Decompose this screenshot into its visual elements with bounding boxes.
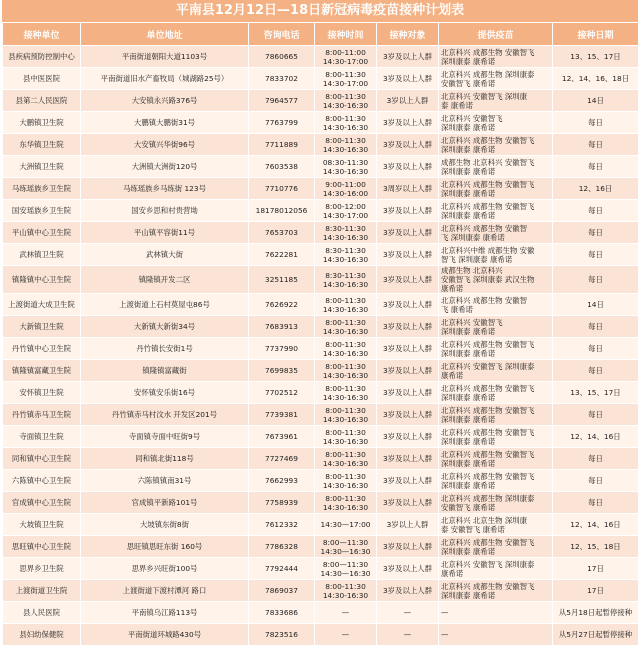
cell-time: 8:00-11:30 14:30-16:30 bbox=[315, 448, 377, 470]
cell-vaccines: 北京科兴 成都生物 安徽智飞 深圳康泰 康希诺 bbox=[439, 338, 553, 360]
table-row bbox=[3, 338, 639, 360]
cell-date: 17日 bbox=[553, 580, 639, 602]
cell-unit: 县疾病预防控制中心 bbox=[3, 46, 81, 68]
cell-target: — bbox=[377, 624, 439, 646]
cell-unit: 寺面镇卫生院 bbox=[3, 426, 81, 448]
cell-phone: 7964577 bbox=[249, 90, 315, 112]
cell-phone: 7683913 bbox=[249, 316, 315, 338]
cell-target: 3岁以上人群 bbox=[377, 514, 439, 536]
table-row bbox=[3, 558, 639, 580]
cell-date: 从5月18日起暂停接种 bbox=[553, 602, 639, 624]
table-row bbox=[3, 134, 639, 156]
cell-date: 13、15、17日 bbox=[553, 382, 639, 404]
cell-phone: 7673961 bbox=[249, 426, 315, 448]
cell-date: 每日 bbox=[553, 266, 639, 294]
cell-date: 每日 bbox=[553, 112, 639, 134]
cell-date: 12、14、16、18日 bbox=[553, 68, 639, 90]
cell-unit: 县妇幼保健院 bbox=[3, 624, 81, 646]
table-row bbox=[3, 266, 639, 294]
cell-target: 3岁及以上人群 bbox=[377, 156, 439, 178]
table-row bbox=[3, 46, 639, 68]
cell-target: 3岁及以上人群 bbox=[377, 244, 439, 266]
cell-vaccines: 北京科兴 成都生物 安徽智飞 深圳康泰 康希诺 bbox=[439, 536, 553, 558]
cell-phone: 7727469 bbox=[249, 448, 315, 470]
cell-time: 8:00-12:00 14:30-17:00 bbox=[315, 200, 377, 222]
cell-unit: 镇隆镇中心卫生院 bbox=[3, 266, 81, 294]
table-row bbox=[3, 178, 639, 200]
table-row bbox=[3, 222, 639, 244]
cell-unit: 平山镇中心卫生院 bbox=[3, 222, 81, 244]
cell-time: 8:00—11:30 14:30—16:30 bbox=[315, 558, 377, 580]
cell-target: 3岁及以上人群 bbox=[377, 266, 439, 294]
table-row bbox=[3, 514, 639, 536]
table-row bbox=[3, 90, 639, 112]
cell-unit: 上渡街道大成卫生院 bbox=[3, 294, 81, 316]
cell-date: 每日 bbox=[553, 200, 639, 222]
table-row bbox=[3, 112, 639, 134]
cell-phone: 7786328 bbox=[249, 536, 315, 558]
cell-time: 8:00-11:30 14:30-16:30 bbox=[315, 426, 377, 448]
cell-target: — bbox=[377, 602, 439, 624]
cell-unit: 大新镇卫生院 bbox=[3, 316, 81, 338]
cell-vaccines: 成都生物 北京科兴 安徽智飞 深圳康泰 康希诺 bbox=[439, 156, 553, 178]
cell-time: 8:00-11:30 14:30-16:30 bbox=[315, 492, 377, 514]
vaccination-schedule-table bbox=[2, 22, 639, 646]
cell-vaccines: 北京科兴 成都生物 安徽智 飞 康希诺 bbox=[439, 294, 553, 316]
cell-time: 8:00-11:30 14:30-16:30 bbox=[315, 112, 377, 134]
cell-target: 3岁及以上人群 bbox=[377, 46, 439, 68]
cell-vaccines: 北京科兴 成都生物 深圳康泰 安徽智飞 康希诺 bbox=[439, 68, 553, 90]
cell-date: 每日 bbox=[553, 244, 639, 266]
cell-phone: 18178012056 bbox=[249, 200, 315, 222]
cell-unit: 武林镇卫生院 bbox=[3, 244, 81, 266]
vaccination-plan-document bbox=[2, 0, 638, 646]
table-header-row bbox=[3, 23, 639, 46]
cell-unit: 国安瑶族乡卫生院 bbox=[3, 200, 81, 222]
cell-time: 08:30-11:30 14:30-16:30 bbox=[315, 156, 377, 178]
cell-target: 3岁及以上人群 bbox=[377, 338, 439, 360]
cell-phone: 7612332 bbox=[249, 514, 315, 536]
table-row bbox=[3, 382, 639, 404]
cell-vaccines: 北京科兴 安徽智飞 深圳康泰 康希诺 bbox=[439, 316, 553, 338]
cell-address: 同和镇北街118号 bbox=[81, 448, 249, 470]
table-row bbox=[3, 294, 639, 316]
cell-time: 8:00-11:30 14:30-16:30 bbox=[315, 404, 377, 426]
cell-vaccines: 北京科兴 成都生物 安徽智飞 深圳康泰 康希诺 bbox=[439, 46, 553, 68]
cell-address: 大安镇永兴路376号 bbox=[81, 90, 249, 112]
cell-target: 3岁及以上人群 bbox=[377, 404, 439, 426]
cell-unit: 同和镇中心卫生院 bbox=[3, 448, 81, 470]
column-header-address: 单位地址 bbox=[81, 23, 249, 46]
table-row bbox=[3, 244, 639, 266]
table-row bbox=[3, 200, 639, 222]
cell-unit: 镇隆镇富藏卫生院 bbox=[3, 360, 81, 382]
cell-phone: 7833686 bbox=[249, 602, 315, 624]
cell-unit: 县人民医院 bbox=[3, 602, 81, 624]
cell-date: 每日 bbox=[553, 156, 639, 178]
column-header-time: 接种时间 bbox=[315, 23, 377, 46]
cell-time: 8:00—11:30 14:30—16:30 bbox=[315, 536, 377, 558]
cell-date: 每日 bbox=[553, 338, 639, 360]
cell-unit: 县第二人民医院 bbox=[3, 90, 81, 112]
cell-address: 大鹏镇大鹏街31号 bbox=[81, 112, 249, 134]
cell-time: 14:30—17:00 bbox=[315, 514, 377, 536]
cell-target: 3岁及以上人群 bbox=[377, 536, 439, 558]
cell-date: 12、14、16日 bbox=[553, 514, 639, 536]
cell-time: 8:30-11:30 14:30-16:30 bbox=[315, 222, 377, 244]
cell-phone: 7860665 bbox=[249, 46, 315, 68]
column-header-phone: 咨询电话 bbox=[249, 23, 315, 46]
cell-address: 思旺镇思旺东街 160号 bbox=[81, 536, 249, 558]
column-header-vaccines: 提供疫苗 bbox=[439, 23, 553, 46]
cell-target: 3岁及以上人群 bbox=[377, 200, 439, 222]
cell-target: 3岁及以上人群 bbox=[377, 112, 439, 134]
table-row bbox=[3, 426, 639, 448]
cell-address: 丹竹镇长安街1号 bbox=[81, 338, 249, 360]
cell-unit: 大鹏镇卫生院 bbox=[3, 112, 81, 134]
cell-phone: 7699835 bbox=[249, 360, 315, 382]
cell-date: 每日 bbox=[553, 316, 639, 338]
cell-address: 平南街道朝阳大道1103号 bbox=[81, 46, 249, 68]
cell-date: 13、15、17日 bbox=[553, 46, 639, 68]
cell-target: 3岁及以上人群 bbox=[377, 68, 439, 90]
cell-phone: 7758939 bbox=[249, 492, 315, 514]
table-row bbox=[3, 68, 639, 90]
cell-target: 3岁及以上人群 bbox=[377, 558, 439, 580]
cell-unit: 马练瑶族乡卫生院 bbox=[3, 178, 81, 200]
table-row bbox=[3, 156, 639, 178]
cell-date: 12、16日 bbox=[553, 178, 639, 200]
table-row bbox=[3, 404, 639, 426]
cell-unit: 县中医医院 bbox=[3, 68, 81, 90]
table-row bbox=[3, 580, 639, 602]
table-row bbox=[3, 316, 639, 338]
cell-vaccines: — bbox=[439, 624, 553, 646]
cell-target: 3岁及以上人群 bbox=[377, 448, 439, 470]
cell-vaccines: 北京科兴 成都生物 深圳康泰 安徽智飞 康希诺 bbox=[439, 492, 553, 514]
cell-target: 3岁及以上人群 bbox=[377, 580, 439, 602]
cell-vaccines: 北京科兴 安徽智飞 深圳康泰 康希诺 bbox=[439, 112, 553, 134]
cell-address: 上渡街道下渡村潭河 路口 bbox=[81, 580, 249, 602]
cell-phone: 7711889 bbox=[249, 134, 315, 156]
cell-target: 3岁及以上人群 bbox=[377, 470, 439, 492]
cell-target: 3岁及以上人群 bbox=[377, 360, 439, 382]
cell-vaccines: 北京科兴 安徽智飞 深圳康泰 康希诺 bbox=[439, 360, 553, 382]
cell-address: 思界乡兴旺街100号 bbox=[81, 558, 249, 580]
cell-time: 8:00-11:30 14:30-16:30 bbox=[315, 382, 377, 404]
table-row bbox=[3, 536, 639, 558]
cell-vaccines: 北京科兴 成都生物 安徽智飞 深圳康泰 康希诺 bbox=[439, 448, 553, 470]
cell-vaccines: 北京科兴 成都生物 安徽智飞 深圳康泰 康希诺 bbox=[439, 580, 553, 602]
cell-unit: 思界乡卫生院 bbox=[3, 558, 81, 580]
cell-phone: 7792444 bbox=[249, 558, 315, 580]
cell-time: 8:30-11:30 14:30-16:30 bbox=[315, 266, 377, 294]
cell-target: 3岁及以上人群 bbox=[377, 294, 439, 316]
cell-target: 3岁及以上人群 bbox=[377, 492, 439, 514]
cell-time: 8:30-11:30 14:30-16:30 bbox=[315, 244, 377, 266]
cell-vaccines: 北京科兴 成都生物 安徽智飞 深圳康泰 康希诺 bbox=[439, 134, 553, 156]
table-body bbox=[3, 46, 639, 646]
cell-target: 3岁以上人群 bbox=[377, 90, 439, 112]
page-title: 平南县12月12日—18日新冠病毒疫苗接种计划表 bbox=[2, 0, 638, 22]
cell-unit: 丹竹镇中心卫生院 bbox=[3, 338, 81, 360]
column-header-unit: 接种单位 bbox=[3, 23, 81, 46]
cell-vaccines: 北京科兴 成都生物 安徽智 飞 深圳康泰 康希诺 bbox=[439, 222, 553, 244]
cell-address: 安怀镇安乐街16号 bbox=[81, 382, 249, 404]
cell-unit: 大洲镇卫生院 bbox=[3, 156, 81, 178]
cell-phone: 7737990 bbox=[249, 338, 315, 360]
cell-date: 12、14、16日 bbox=[553, 426, 639, 448]
cell-date: 每日 bbox=[553, 448, 639, 470]
cell-vaccines: 北京科兴 成都生物 安徽智飞 深圳康泰 康希诺 bbox=[439, 178, 553, 200]
cell-target: 3岁及以上人群 bbox=[377, 134, 439, 156]
cell-target: 3岁及以上人群 bbox=[377, 222, 439, 244]
cell-time: — bbox=[315, 602, 377, 624]
cell-time: 9:00-11:00 14:30-16:00 bbox=[315, 178, 377, 200]
cell-vaccines: 成都生物 北京科兴 安徽智飞 深圳康泰 武汉生物 康希诺 bbox=[439, 266, 553, 294]
cell-address: 寺面镇寺面中旺街9号 bbox=[81, 426, 249, 448]
cell-date: 每日 bbox=[553, 470, 639, 492]
cell-phone: 7702512 bbox=[249, 382, 315, 404]
cell-unit: 大坡镇卫生院 bbox=[3, 514, 81, 536]
cell-address: 镇隆镇富藏街 bbox=[81, 360, 249, 382]
cell-vaccines: 北京科兴 安徽智飞 深圳康泰 康希诺 bbox=[439, 558, 553, 580]
column-header-date: 接种日期 bbox=[553, 23, 639, 46]
cell-vaccines: 北京科兴 成都生物 安徽智飞 深圳康泰 康希诺 bbox=[439, 470, 553, 492]
cell-address: 平南街道旧水产畜牧局（城湖路25号） bbox=[81, 68, 249, 90]
cell-phone: 7662993 bbox=[249, 470, 315, 492]
cell-vaccines: 北京科兴 成都生物 安徽智飞 深圳康泰 康希诺 bbox=[439, 404, 553, 426]
cell-unit: 丹竹镇赤马卫生院 bbox=[3, 404, 81, 426]
table-row bbox=[3, 492, 639, 514]
cell-date: 每日 bbox=[553, 360, 639, 382]
cell-time: 8:00-11:30 14:30-16:30 bbox=[315, 580, 377, 602]
column-header-target: 接种对象 bbox=[377, 23, 439, 46]
cell-address: 上渡街道上石村莫屋屯86号 bbox=[81, 294, 249, 316]
cell-unit: 六陈镇中心卫生院 bbox=[3, 470, 81, 492]
table-row bbox=[3, 360, 639, 382]
cell-vaccines: — bbox=[439, 602, 553, 624]
cell-date: 每日 bbox=[553, 222, 639, 244]
cell-time: 8:00-11:30 14:30-16:30 bbox=[315, 360, 377, 382]
cell-address: 平南街道环城路430号 bbox=[81, 624, 249, 646]
cell-time: 8:00-11:30 14:30-17:00 bbox=[315, 68, 377, 90]
cell-date: 14日 bbox=[553, 90, 639, 112]
cell-phone: 7653703 bbox=[249, 222, 315, 244]
table-row bbox=[3, 624, 639, 646]
cell-target: 3周岁以上人群 bbox=[377, 178, 439, 200]
cell-unit: 上渡街道卫生院 bbox=[3, 580, 81, 602]
cell-address: 大坡镇东街8街 bbox=[81, 514, 249, 536]
table-row bbox=[3, 602, 639, 624]
cell-date: 每日 bbox=[553, 492, 639, 514]
cell-time: 8:00-11:30 14:30-16:30 bbox=[315, 470, 377, 492]
cell-vaccines: 北京科兴 成都生物 安徽智飞 深圳康泰 康希诺 bbox=[439, 382, 553, 404]
cell-address: 平山镇平容街11号 bbox=[81, 222, 249, 244]
cell-time: 8:00-11:30 14:30-16:30 bbox=[315, 90, 377, 112]
cell-address: 六陈镇镇南31号 bbox=[81, 470, 249, 492]
cell-date: 12、15、18日 bbox=[553, 536, 639, 558]
cell-time: — bbox=[315, 624, 377, 646]
cell-phone: 7823516 bbox=[249, 624, 315, 646]
cell-time: 8:00-11:00 14:30-17:00 bbox=[315, 46, 377, 68]
cell-target: 3岁及以上人群 bbox=[377, 316, 439, 338]
cell-address: 武林镇大街 bbox=[81, 244, 249, 266]
cell-date: 14日 bbox=[553, 294, 639, 316]
cell-date: 每日 bbox=[553, 404, 639, 426]
cell-time: 8:00-11:30 14:30-16:30 bbox=[315, 338, 377, 360]
cell-address: 镇隆镇开发二区 bbox=[81, 266, 249, 294]
cell-date: 每日 bbox=[553, 134, 639, 156]
cell-phone: 7869037 bbox=[249, 580, 315, 602]
cell-target: 3岁及以上人群 bbox=[377, 382, 439, 404]
cell-unit: 官成镇中心卫生院 bbox=[3, 492, 81, 514]
cell-address: 丹竹镇赤马村汶水 开发区201号 bbox=[81, 404, 249, 426]
cell-vaccines: 北京科兴 成都生物 安徽智飞 深圳康泰 康希诺 bbox=[439, 426, 553, 448]
cell-vaccines: 北京科兴 安徽智飞 深圳康 泰 康希诺 bbox=[439, 90, 553, 112]
cell-unit: 思旺镇中心卫生院 bbox=[3, 536, 81, 558]
cell-time: 8:00-11:30 14:30-16:30 bbox=[315, 294, 377, 316]
cell-date: 从5月27日起暂停接种 bbox=[553, 624, 639, 646]
cell-address: 马练瑶族乡马练街 123号 bbox=[81, 178, 249, 200]
cell-phone: 7739381 bbox=[249, 404, 315, 426]
cell-phone: 3251185 bbox=[249, 266, 315, 294]
cell-address: 大安镇兴华街96号 bbox=[81, 134, 249, 156]
cell-address: 官成镇平新路101号 bbox=[81, 492, 249, 514]
cell-time: 8:00-11:30 14:30-16:30 bbox=[315, 134, 377, 156]
cell-phone: 7763799 bbox=[249, 112, 315, 134]
cell-vaccines: 北京科兴中维 成都生物 安徽 智飞 深圳康泰 康希诺 bbox=[439, 244, 553, 266]
cell-vaccines: 北京科兴 北京生物 深圳康 泰 安徽智飞 康希诺 bbox=[439, 514, 553, 536]
cell-phone: 7603538 bbox=[249, 156, 315, 178]
cell-date: 17日 bbox=[553, 558, 639, 580]
cell-address: 大洲镇大洲街120号 bbox=[81, 156, 249, 178]
cell-target: 3岁及以上人群 bbox=[377, 426, 439, 448]
cell-phone: 7626922 bbox=[249, 294, 315, 316]
cell-unit: 东华镇卫生院 bbox=[3, 134, 81, 156]
cell-phone: 7622281 bbox=[249, 244, 315, 266]
cell-address: 大新镇大新街34号 bbox=[81, 316, 249, 338]
cell-address: 平南镇乌江路113号 bbox=[81, 602, 249, 624]
table-row bbox=[3, 470, 639, 492]
cell-vaccines: 北京科兴 成都生物 安徽智飞 深圳康泰 康希诺 bbox=[439, 200, 553, 222]
table-row bbox=[3, 448, 639, 470]
cell-unit: 安怀镇卫生院 bbox=[3, 382, 81, 404]
cell-phone: 7833702 bbox=[249, 68, 315, 90]
cell-address: 国安乡思和村贵营坳 bbox=[81, 200, 249, 222]
cell-time: 8:00-11:30 14:30-16:30 bbox=[315, 316, 377, 338]
cell-phone: 7710776 bbox=[249, 178, 315, 200]
